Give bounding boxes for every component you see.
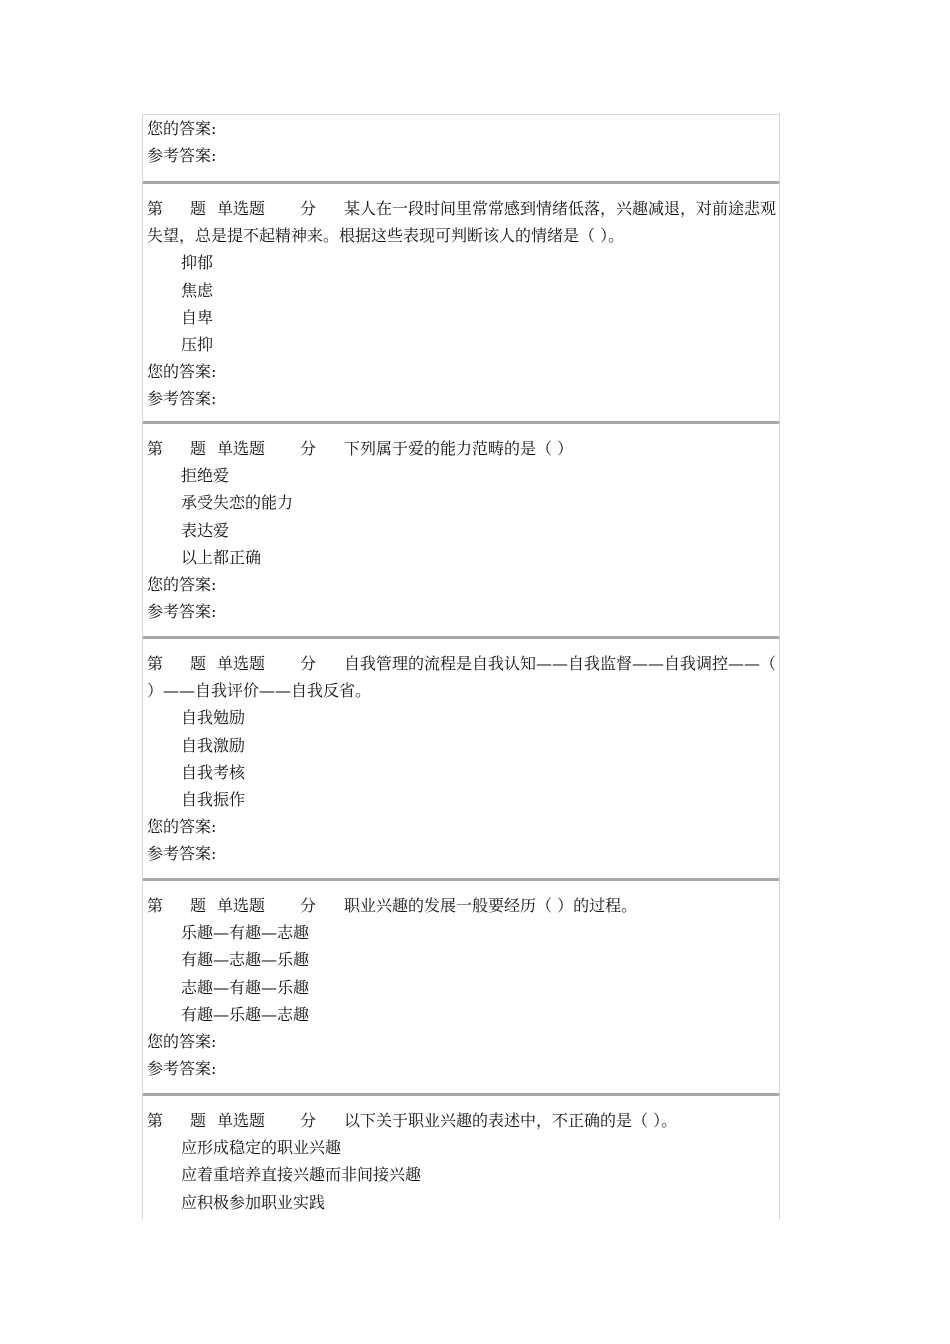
reference-answer-label: 参考答案: (147, 146, 217, 166)
label-di: 第 (147, 199, 164, 218)
reference-answer-label: 参考答案: (147, 602, 217, 622)
label-ti: 题 (190, 654, 207, 673)
question-text: 职业兴趣的发展一般要经历（ ）的过程。 (344, 896, 638, 915)
label-fen: 分 (300, 199, 317, 218)
option-item[interactable]: 压抑 (181, 335, 214, 355)
question-stem (147, 892, 779, 919)
question-text: 自我管理的流程是自我认知——自我监督——自我调控——（ ）——自我评价——自我反省。 (147, 654, 777, 701)
option-item[interactable]: 自我激励 (181, 735, 246, 755)
label-fen: 分 (300, 654, 317, 673)
question-stem (147, 650, 779, 704)
option-item[interactable]: 乐趣—有趣—志趣 (181, 923, 310, 943)
label-ti: 题 (190, 896, 207, 915)
label-fen: 分 (300, 439, 317, 458)
option-item[interactable]: 志趣—有趣—乐趣 (181, 977, 310, 997)
option-item[interactable]: 拒绝爱 (181, 466, 230, 486)
label-question-type: 单选题 (217, 199, 266, 218)
question-text: 某人在一段时间里常常感到情绪低落，兴趣减退，对前途悲观失望，总是提不起精神来。根据这些表现可判断该人的情绪是（ ）。 (147, 199, 777, 246)
question-text: 以下关于职业兴趣的表述中，不正确的是（ ）。 (344, 1111, 678, 1130)
label-di: 第 (147, 654, 164, 673)
your-answer-label: 您的答案: (147, 575, 217, 595)
label-question-type: 单选题 (217, 654, 266, 673)
option-item[interactable]: 自卑 (181, 307, 214, 327)
question-stem (147, 435, 779, 462)
question-stem (147, 1107, 779, 1134)
reference-answer-label: 参考答案: (147, 389, 217, 409)
option-item[interactable]: 应积极参加职业实践 (181, 1192, 326, 1212)
label-fen: 分 (300, 1111, 317, 1130)
question-block-5 (143, 1096, 779, 1216)
option-item[interactable]: 自我勉励 (181, 708, 246, 728)
label-ti: 题 (190, 439, 207, 458)
option-item[interactable]: 自我振作 (181, 790, 246, 810)
option-item[interactable]: 有趣—志趣—乐趣 (181, 950, 310, 970)
question-block-2 (143, 424, 779, 636)
label-question-type: 单选题 (217, 439, 266, 458)
option-item[interactable]: 焦虑 (181, 280, 214, 300)
question-block-4 (143, 881, 779, 1093)
your-answer-label: 您的答案: (147, 362, 217, 382)
your-answer-label: 您的答案: (147, 1032, 217, 1052)
exam-page (142, 114, 780, 1220)
label-ti: 题 (190, 1111, 207, 1130)
question-text: 下列属于爱的能力范畴的是（ ） (344, 439, 574, 458)
option-item[interactable]: 以上都正确 (181, 547, 262, 567)
option-item[interactable]: 应着重培养直接兴趣而非间接兴趣 (181, 1165, 422, 1185)
label-di: 第 (147, 896, 164, 915)
option-item[interactable]: 表达爱 (181, 520, 230, 540)
option-item[interactable]: 抑郁 (181, 253, 214, 273)
option-item[interactable]: 应形成稳定的职业兴趣 (181, 1138, 342, 1158)
question-block-1 (143, 184, 779, 421)
answer-block-previous (143, 115, 779, 181)
your-answer-label: 您的答案: (147, 817, 217, 837)
label-fen: 分 (300, 896, 317, 915)
label-di: 第 (147, 1111, 164, 1130)
question-stem (147, 195, 779, 249)
option-item[interactable]: 承受失恋的能力 (181, 493, 294, 513)
option-item[interactable]: 有趣—乐趣—志趣 (181, 1004, 310, 1024)
reference-answer-label: 参考答案: (147, 1059, 217, 1079)
option-item[interactable]: 自我考核 (181, 762, 246, 782)
label-ti: 题 (190, 199, 207, 218)
your-answer-label: 您的答案: (147, 119, 217, 138)
label-question-type: 单选题 (217, 1111, 266, 1130)
reference-answer-label: 参考答案: (147, 844, 217, 864)
question-block-3 (143, 639, 779, 878)
label-question-type: 单选题 (217, 896, 266, 915)
label-di: 第 (147, 439, 164, 458)
